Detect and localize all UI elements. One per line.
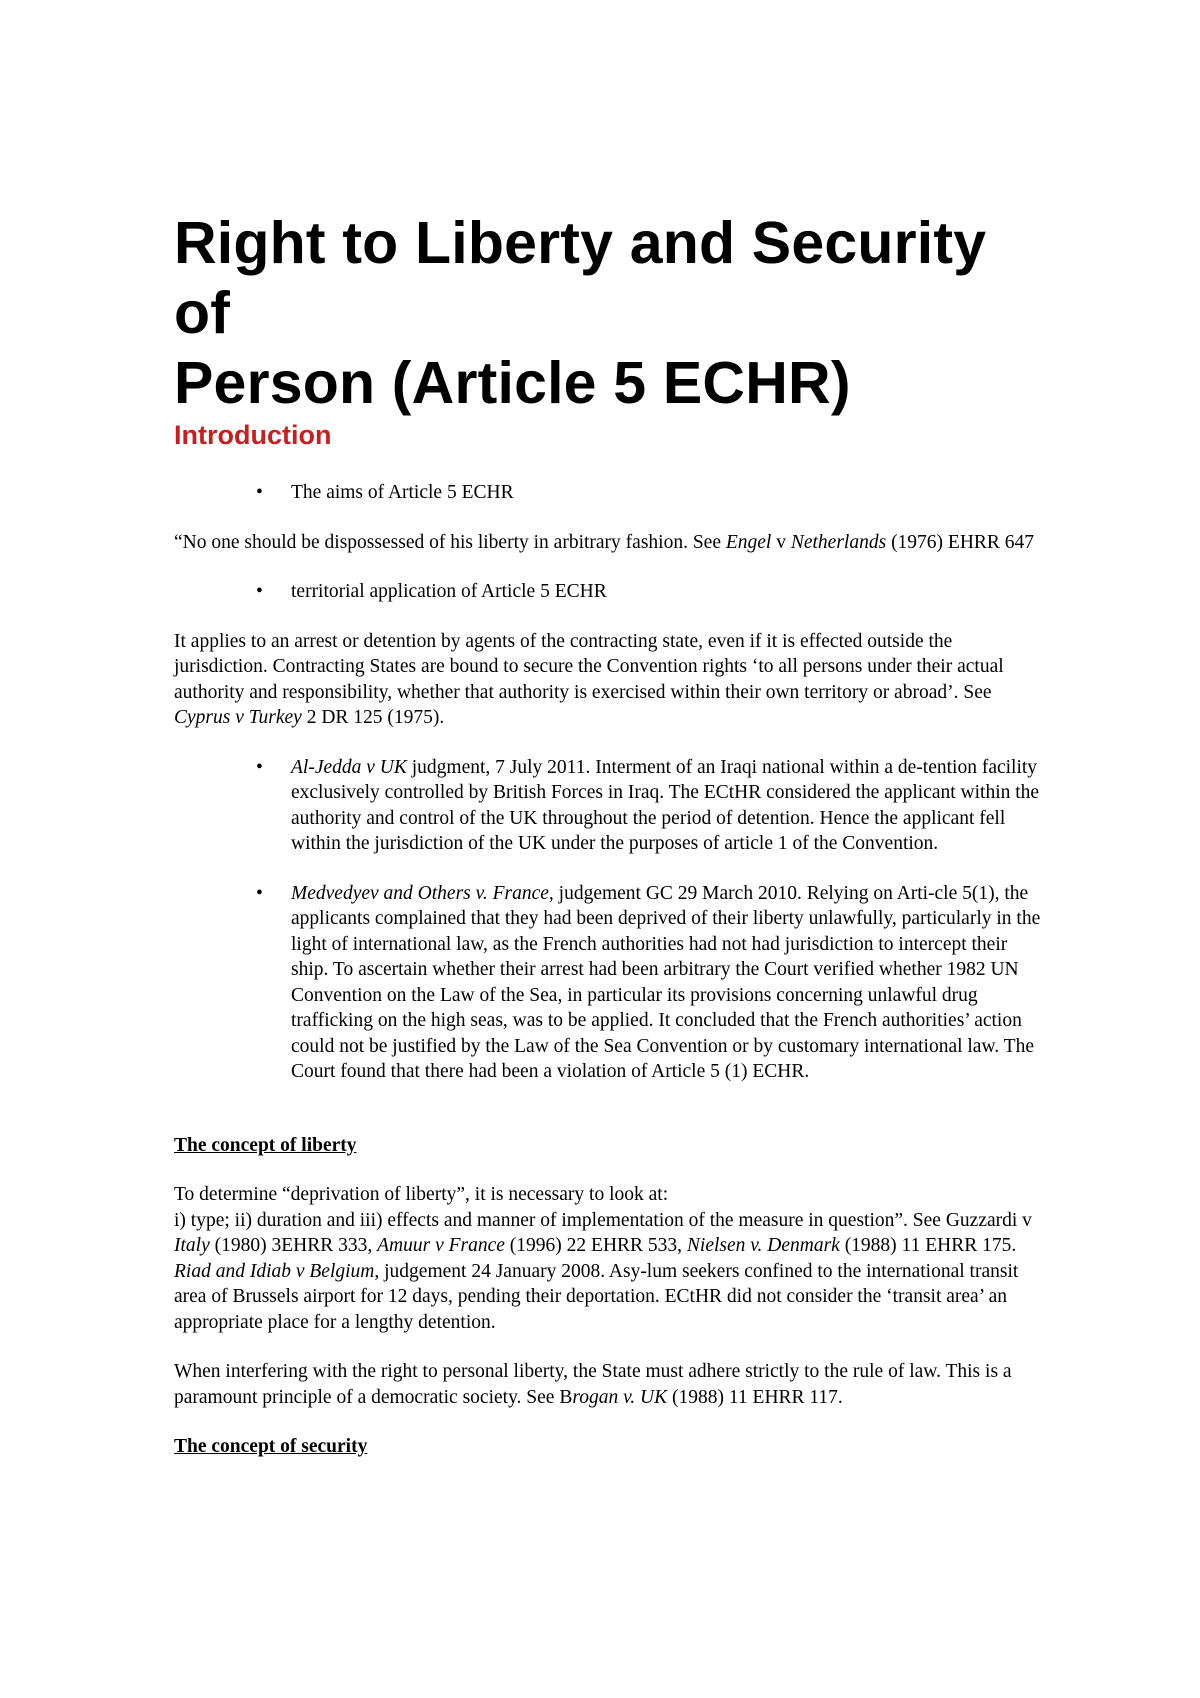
- bullet-icon: •: [256, 756, 263, 778]
- document-body: [174, 452, 1044, 1460]
- bullet-text: territorial application of Article 5 ECHR: [291, 581, 607, 602]
- bullet-text: judgement GC 29 March 2010. Relying on Arti-cle 5(1), the applicants complained that they had been deprived of their liberty unlawfully, particularly in the light of international law, as the French authorities had not had jurisdiction to intercept their ship. To ascertain whether their arrest had been arbitrary the Court verified whether 1982 UN Convention on the Law of the Sea, in particular its provisions concerning unlawful drug trafficking on the high seas, was to be applied. It concluded that the French authorities’ action could not be justified by the Law of the Sea Convention or by customary international law. The Court found that there had been a violation of Article 5 (1) ECHR.: [291, 882, 1041, 1082]
- bullet-text: judgment, 7 July 2011. Interment of an Iraqi national within a de-tention facility exclusively controlled by British Forces in Iraq. The ECtHR considered the applicant within the authority and control of the UK throughout the period of detention. Hence the applicant fell within the jurisdiction of the UK under the purposes of article 1 of the Convention.: [291, 756, 1040, 854]
- text: It applies to an arrest or detention by agents of the contracting state, even if it is effected outside the jurisdiction. Contracting States are bound to secure the Convention rights ‘to all persons under their actual authority and responsibility, whether that authority is exercised within their own territory or abroad’. See: [174, 630, 1004, 703]
- case-name: Al-Jedda v UK: [291, 756, 407, 778]
- document-page: [174, 208, 1044, 1460]
- text: (1976) EHRR 647: [886, 531, 1035, 553]
- text: , judgement 24 January 2008. Asy-lum seekers confined to the international transit area of Brussels airport for 12 days, pending their deportation. ECtHR did not consider the ‘transit area’ an appropriate place for a lengthy detention.: [174, 1260, 1019, 1333]
- list-item: [174, 755, 1044, 857]
- bullet-list: [174, 755, 1044, 1085]
- section-heading-introduction: Introduction: [174, 420, 332, 450]
- text: (1980) 3EHRR 333,: [209, 1235, 378, 1256]
- case-name: Medvedyev and Others v. France,: [291, 882, 554, 904]
- text: 2 DR 125 (1975).: [301, 707, 445, 728]
- title-line-2: Person (Article 5 ECHR): [174, 350, 851, 416]
- text: To determine “deprivation of liberty”, it is necessary to look at:: [174, 1184, 669, 1205]
- text: See Guzzardi v: [907, 1209, 1032, 1231]
- case-name: rogan v. UK: [572, 1386, 668, 1408]
- text: i) type; ii) duration and iii) effects and manner of implementation of the measure in question”.: [174, 1209, 908, 1231]
- heading-concept-of-liberty: The concept of liberty: [174, 1134, 357, 1156]
- text: When interfering with the right to personal liberty, the State must adhere strictly to the rule of law. This is a paramount principle of a democratic society. See B: [174, 1361, 1012, 1408]
- bullet-list: [174, 579, 1044, 605]
- text: (1996) 22 EHRR 533,: [504, 1235, 687, 1256]
- text: v: [771, 531, 791, 553]
- text: “No one should be dispossessed of his liberty in arbitrary fashion. See: [174, 531, 726, 553]
- paragraph-rule-of-law: [174, 1359, 1044, 1410]
- case-name: Italy: [174, 1235, 210, 1256]
- case-name: Netherlands: [790, 531, 887, 553]
- bullet-icon: •: [256, 882, 263, 904]
- bullet-text: The aims of Article 5 ECHR: [291, 482, 514, 503]
- case-name: Cyprus v Turkey: [174, 707, 302, 728]
- paragraph-territorial: [174, 629, 1044, 731]
- bullet-icon: •: [256, 482, 263, 503]
- bullet-list: [174, 480, 1044, 506]
- list-item: [174, 480, 1044, 506]
- text: (1988) 11 EHRR 175.: [839, 1235, 1017, 1256]
- bullet-icon: •: [256, 581, 263, 602]
- list-item: [174, 881, 1044, 1085]
- paragraph-engel: [174, 530, 1044, 556]
- document-title: [174, 208, 1044, 418]
- paragraph-liberty: [174, 1182, 1044, 1335]
- case-name: Engel: [725, 531, 772, 553]
- case-name: Riad and Idiab v Belgium: [174, 1260, 375, 1282]
- case-name: Amuur v France: [377, 1235, 505, 1256]
- list-item: [174, 579, 1044, 605]
- text: (1988) 11 EHRR 117.: [667, 1386, 843, 1408]
- case-name: Nielsen v. Denmark: [686, 1235, 840, 1256]
- heading-concept-of-security: The concept of security: [174, 1436, 368, 1457]
- title-line-1: Right to Liberty and Security of: [174, 210, 987, 346]
